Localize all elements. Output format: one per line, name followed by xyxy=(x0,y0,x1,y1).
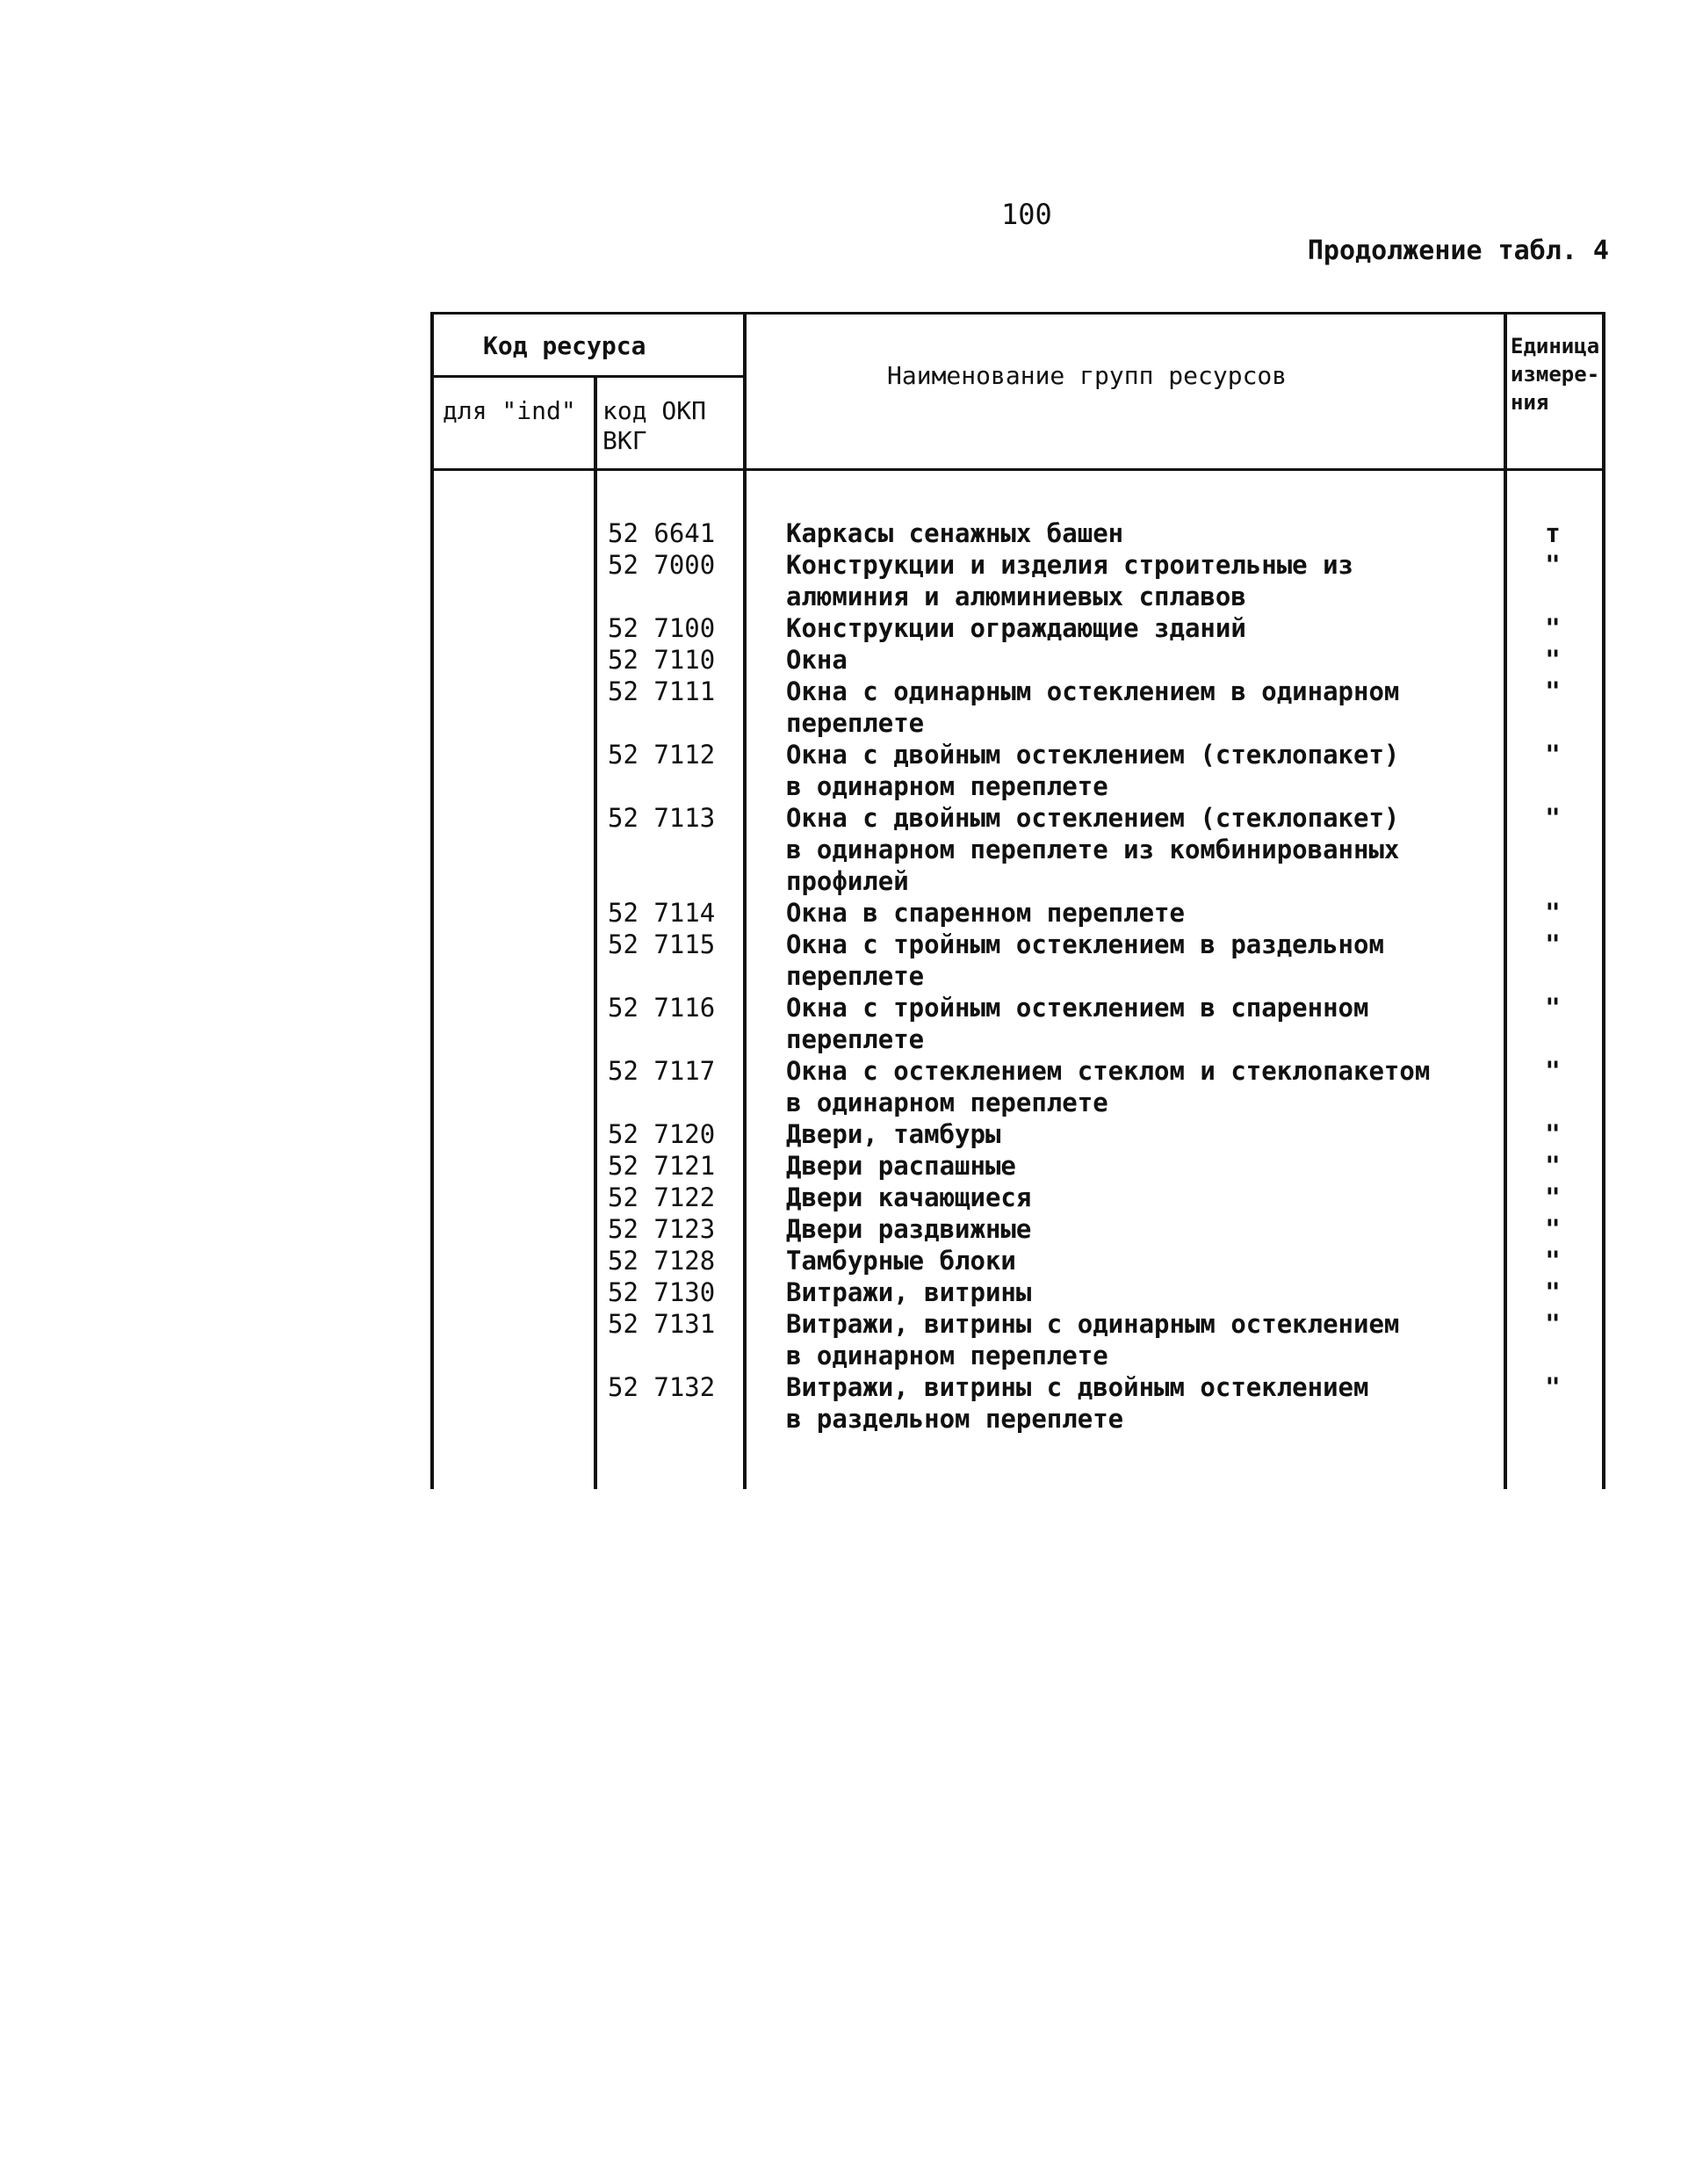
table-row xyxy=(430,676,1605,739)
group-name-cell xyxy=(783,1308,1504,1371)
group-name-cell xyxy=(783,992,1504,1055)
table-row xyxy=(430,739,1605,802)
table-row xyxy=(430,517,1605,549)
group-name-line: Окна с двойным остеклением (стеклопакет) xyxy=(786,803,1400,833)
table-row xyxy=(430,549,1605,612)
unit-cell: " xyxy=(1545,898,1561,928)
resource-table xyxy=(430,312,1605,1489)
group-name-cell xyxy=(783,676,1504,739)
group-name-line: Конструкции и изделия строительные из xyxy=(786,550,1354,580)
group-name-line: Двери раздвижные xyxy=(786,1214,1032,1244)
unit-cell: " xyxy=(1545,1277,1561,1307)
ind-code-cell xyxy=(430,1118,606,1150)
group-name-line: переплете xyxy=(786,1024,925,1054)
header-okp-code-line2: ВКГ xyxy=(602,426,647,455)
unit-cell: " xyxy=(1545,1182,1561,1212)
group-name-cell xyxy=(783,1371,1504,1435)
ind-code-cell xyxy=(430,1308,606,1371)
okp-code-cell: 52 7000 xyxy=(608,550,716,580)
group-name-cell xyxy=(783,612,1504,644)
unit-cell: " xyxy=(1545,1214,1561,1244)
okp-code-cell: 52 7132 xyxy=(608,1372,716,1402)
group-name-cell xyxy=(783,802,1504,897)
table-row xyxy=(430,1213,1605,1245)
okp-code-cell: 52 7130 xyxy=(608,1277,716,1307)
group-name-cell xyxy=(783,1150,1504,1182)
ind-code-cell xyxy=(430,1055,606,1118)
table-row xyxy=(430,1182,1605,1213)
group-name-line: переплете xyxy=(786,708,925,738)
okp-code-cell: 52 7122 xyxy=(608,1182,716,1212)
ind-code-cell xyxy=(430,644,606,676)
ind-code-cell xyxy=(430,549,606,612)
table-row xyxy=(430,802,1605,897)
group-name-cell xyxy=(783,517,1504,549)
ind-code-cell xyxy=(430,1213,606,1245)
group-name-cell xyxy=(783,1245,1504,1276)
table-continuation-label: Продолжение табл. 4 xyxy=(1307,235,1609,266)
okp-code-cell: 52 7128 xyxy=(608,1246,716,1276)
unit-cell: " xyxy=(1545,676,1561,706)
header-okp-code-line1: код ОКП xyxy=(602,396,707,425)
okp-code-cell: 52 6641 xyxy=(608,518,716,548)
group-name-cell xyxy=(783,1213,1504,1245)
group-name-line: Окна с остеклением стеклом и стеклопакетом xyxy=(786,1056,1431,1086)
unit-cell: " xyxy=(1545,993,1561,1023)
unit-cell: " xyxy=(1545,1056,1561,1086)
unit-cell: " xyxy=(1545,1151,1561,1181)
okp-code-cell: 52 7112 xyxy=(608,740,716,770)
group-name-line: Окна с тройным остеклением в раздельном xyxy=(786,929,1384,959)
group-name-cell xyxy=(783,1182,1504,1213)
group-name-cell xyxy=(783,897,1504,929)
table-row xyxy=(430,1118,1605,1150)
okp-code-cell: 52 7116 xyxy=(608,993,716,1023)
group-name-line: Окна с тройным остеклением в спаренном xyxy=(786,993,1369,1023)
unit-cell: " xyxy=(1545,1372,1561,1402)
group-name-cell xyxy=(783,1055,1504,1118)
group-name-cell xyxy=(783,739,1504,802)
group-name-line: Каркасы сенажных башен xyxy=(786,518,1124,548)
group-name-cell xyxy=(783,1276,1504,1308)
page-number: 100 xyxy=(1001,198,1052,231)
okp-code-cell: 52 7120 xyxy=(608,1119,716,1149)
unit-cell: т xyxy=(1545,518,1561,548)
group-name-line: алюминия и алюминиевых сплавов xyxy=(786,582,1246,611)
unit-cell: " xyxy=(1545,740,1561,770)
header-unit-line2: измере- xyxy=(1511,362,1600,387)
group-name-cell xyxy=(783,644,1504,676)
unit-cell: " xyxy=(1545,803,1561,833)
ind-code-cell xyxy=(430,1182,606,1213)
okp-code-cell: 52 7121 xyxy=(608,1151,716,1181)
unit-cell: " xyxy=(1545,550,1561,580)
ind-code-cell xyxy=(430,1150,606,1182)
header-bottom-border xyxy=(430,468,1605,471)
group-name-line: в одинарном переплете xyxy=(786,1341,1108,1370)
group-name-cell xyxy=(783,549,1504,612)
unit-cell: " xyxy=(1545,613,1561,643)
table-row xyxy=(430,992,1605,1055)
okp-code-cell: 52 7131 xyxy=(608,1309,716,1339)
okp-code-cell: 52 7123 xyxy=(608,1214,716,1244)
table-row xyxy=(430,1276,1605,1308)
header-resource-code: Код ресурса xyxy=(483,331,646,360)
okp-code-cell: 52 7115 xyxy=(608,929,716,959)
group-name-cell xyxy=(783,929,1504,992)
group-name-line: Окна с одинарным остеклением в одинарном xyxy=(786,676,1400,706)
table-row xyxy=(430,1245,1605,1276)
ind-code-cell xyxy=(430,739,606,802)
okp-code-cell: 52 7100 xyxy=(608,613,716,643)
group-name-line: Двери распашные xyxy=(786,1151,1016,1181)
header-sub-divider xyxy=(430,375,747,378)
ind-code-cell xyxy=(430,1371,606,1435)
group-name-cell xyxy=(783,1118,1504,1150)
table-row xyxy=(430,929,1605,992)
group-name-line: в одинарном переплете xyxy=(786,1088,1108,1117)
okp-code-cell: 52 7113 xyxy=(608,803,716,833)
unit-cell: " xyxy=(1545,929,1561,959)
group-name-line: в одинарном переплете xyxy=(786,771,1108,801)
table-row xyxy=(430,1371,1605,1435)
group-name-line: Конструкции ограждающие зданий xyxy=(786,613,1246,643)
header-unit-line1: Единица xyxy=(1511,334,1600,358)
ind-code-cell xyxy=(430,612,606,644)
table-body xyxy=(430,517,1605,1435)
table-row xyxy=(430,1150,1605,1182)
group-name-line: Витражи, витрины с двойным остеклением xyxy=(786,1372,1369,1402)
table-row xyxy=(430,644,1605,676)
okp-code-cell: 52 7114 xyxy=(608,898,716,928)
header-for-ind: для "ind" xyxy=(443,396,576,425)
table-row xyxy=(430,1055,1605,1118)
group-name-line: в раздельном переплете xyxy=(786,1404,1124,1434)
ind-code-cell xyxy=(430,802,606,897)
ind-code-cell xyxy=(430,897,606,929)
unit-cell: " xyxy=(1545,1246,1561,1276)
unit-cell: " xyxy=(1545,1309,1561,1339)
group-name-line: Окна xyxy=(786,645,848,675)
group-name-line: Витражи, витрины с одинарным остеклением xyxy=(786,1309,1400,1339)
group-name-line: переплете xyxy=(786,961,925,991)
table-top-border xyxy=(430,312,1605,315)
header-unit-line3: ния xyxy=(1511,390,1549,415)
okp-code-cell: 52 7110 xyxy=(608,645,716,675)
ind-code-cell xyxy=(430,676,606,739)
group-name-line: Двери качающиеся xyxy=(786,1182,1032,1212)
ind-code-cell xyxy=(430,992,606,1055)
unit-cell: " xyxy=(1545,1119,1561,1149)
okp-code-cell: 52 7111 xyxy=(608,676,716,706)
header-group-name: Наименование групп ресурсов xyxy=(887,361,1288,390)
group-name-line: в одинарном переплете из комбинированных xyxy=(786,835,1400,864)
okp-code-cell: 52 7117 xyxy=(608,1056,716,1086)
group-name-line: профилей xyxy=(786,866,909,896)
group-name-line: Тамбурные блоки xyxy=(786,1246,1016,1276)
group-name-line: Окна в спаренном переплете xyxy=(786,898,1185,928)
table-row xyxy=(430,1308,1605,1371)
table-row xyxy=(430,612,1605,644)
group-name-line: Окна с двойным остеклением (стеклопакет) xyxy=(786,740,1400,770)
group-name-line: Двери, тамбуры xyxy=(786,1119,1001,1149)
unit-cell: " xyxy=(1545,645,1561,675)
ind-code-cell xyxy=(430,929,606,992)
group-name-line: Витражи, витрины xyxy=(786,1277,1032,1307)
ind-code-cell xyxy=(430,1276,606,1308)
ind-code-cell xyxy=(430,1245,606,1276)
ind-code-cell xyxy=(430,517,606,549)
table-row xyxy=(430,897,1605,929)
